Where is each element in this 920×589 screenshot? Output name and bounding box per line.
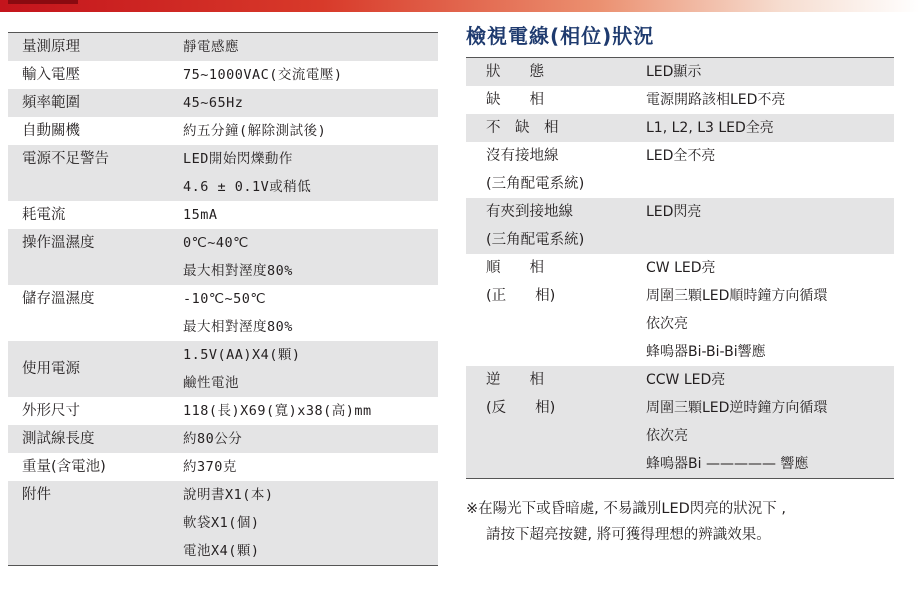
spec-value: 1.5V(AA)X4(顆) bbox=[183, 347, 301, 363]
status-state bbox=[466, 422, 630, 450]
spec-label bbox=[8, 173, 183, 201]
note-line-2: 請按下超亮按鍵, 將可獲得理想的辨識效果。 bbox=[486, 527, 771, 543]
spec-row bbox=[8, 89, 438, 117]
header-led: LED顯示 bbox=[646, 64, 702, 80]
status-row bbox=[466, 142, 894, 198]
status-state bbox=[466, 338, 630, 366]
status-state: (正 相) bbox=[486, 288, 556, 304]
spec-row bbox=[8, 201, 438, 229]
spec-label: 電源不足警告 bbox=[22, 151, 109, 167]
status-state: (三角配電系統) bbox=[486, 176, 585, 192]
status-led: LED閃亮 bbox=[646, 204, 702, 220]
status-state: 順 相 bbox=[486, 260, 544, 276]
status-led bbox=[630, 170, 894, 198]
status-led: 依次亮 bbox=[646, 428, 688, 444]
header-mark bbox=[8, 0, 78, 4]
spec-label bbox=[8, 537, 183, 565]
header-gradient-bar bbox=[0, 0, 920, 12]
status-row bbox=[466, 254, 894, 366]
panel-title: 檢視電線(相位)狀況 bbox=[466, 24, 655, 48]
status-state: 沒有接地線 bbox=[486, 148, 559, 164]
spec-value: -10℃~50℃ bbox=[183, 291, 267, 307]
status-state: 缺 相 bbox=[486, 92, 544, 108]
spec-value: 約五分鐘(解除測試後) bbox=[183, 123, 327, 139]
status-state: (三角配電系統) bbox=[486, 232, 585, 248]
note-line-1: ※在陽光下或昏暗處, 不易識別LED閃亮的狀況下 , bbox=[466, 501, 786, 517]
spec-label: 操作溫濕度 bbox=[22, 235, 95, 251]
spec-label: 量測原理 bbox=[22, 39, 80, 55]
spec-value: LED開始閃爍動作 bbox=[183, 151, 293, 167]
status-led: 電源開路該相LED不亮 bbox=[646, 92, 786, 108]
spec-label: 儲存溫濕度 bbox=[22, 291, 95, 307]
status-table bbox=[466, 57, 894, 479]
status-led: 周圍三顆LED逆時鐘方向循環 bbox=[646, 400, 828, 416]
status-row bbox=[466, 198, 894, 254]
spec-value: 約370克 bbox=[183, 459, 237, 475]
spec-value: 說明書X1(本) bbox=[183, 487, 274, 503]
status-state: 逆 相 bbox=[486, 372, 544, 388]
spec-label: 使用電源 bbox=[22, 361, 80, 377]
status-header bbox=[466, 58, 894, 86]
status-led: 蜂鳴器Bi ————— 響應 bbox=[646, 456, 809, 472]
header-state: 狀 態 bbox=[486, 64, 544, 80]
spec-value: 0℃~40℃ bbox=[183, 235, 249, 251]
spec-value: 約80公分 bbox=[183, 431, 243, 447]
status-led: CW LED亮 bbox=[646, 260, 716, 276]
spec-value: 4.6 ± 0.1V或稍低 bbox=[183, 179, 312, 195]
spec-label: 外形尺寸 bbox=[22, 403, 80, 419]
spec-value: 靜電感應 bbox=[183, 39, 239, 55]
spec-label bbox=[8, 257, 183, 285]
spec-table bbox=[8, 32, 438, 566]
status-row bbox=[466, 114, 894, 142]
spec-value: 45~65Hz bbox=[183, 95, 244, 111]
spec-value: 軟袋X1(個) bbox=[183, 515, 260, 531]
spec-value: 鹼性電池 bbox=[183, 375, 239, 391]
status-state: 不 缺 相 bbox=[486, 120, 559, 136]
spec-row bbox=[8, 453, 438, 481]
spec-label: 附件 bbox=[22, 487, 51, 503]
spec-label: 自動關機 bbox=[22, 123, 80, 139]
status-row bbox=[466, 366, 894, 478]
spec-label: 耗電流 bbox=[22, 207, 66, 223]
spec-row bbox=[8, 229, 438, 285]
status-led: LED全不亮 bbox=[646, 148, 716, 164]
spec-row bbox=[8, 481, 438, 565]
spec-row bbox=[8, 32, 438, 61]
spec-label: 測試線長度 bbox=[22, 431, 95, 447]
spec-label bbox=[8, 509, 183, 537]
spec-value: 118(長)X69(寬)x38(高)mm bbox=[183, 403, 372, 419]
spec-label: 重量(含電池) bbox=[22, 459, 106, 475]
status-led: 依次亮 bbox=[646, 316, 688, 332]
spec-row bbox=[8, 145, 438, 201]
usage-note bbox=[466, 496, 906, 548]
spec-value: 電池X4(顆) bbox=[183, 543, 260, 559]
spec-row bbox=[8, 341, 438, 397]
status-state: (反 相) bbox=[486, 400, 556, 416]
spec-row bbox=[8, 61, 438, 89]
status-led: 蜂鳴器Bi-Bi-Bi響應 bbox=[646, 344, 766, 360]
spec-row bbox=[8, 117, 438, 145]
status-led: 周圍三顆LED順時鐘方向循環 bbox=[646, 288, 828, 304]
spec-row bbox=[8, 397, 438, 425]
spec-value: 最大相對溼度80% bbox=[183, 319, 293, 335]
status-led bbox=[630, 226, 894, 254]
status-led: L1, L2, L3 LED全亮 bbox=[646, 120, 774, 136]
status-state: 有夾到接地線 bbox=[486, 204, 573, 220]
spec-label: 頻率範圍 bbox=[22, 95, 80, 111]
spec-value: 15mA bbox=[183, 207, 218, 223]
spec-label: 輸入電壓 bbox=[22, 67, 80, 83]
status-row bbox=[466, 86, 894, 114]
spec-row bbox=[8, 285, 438, 341]
status-led: CCW LED亮 bbox=[646, 372, 726, 388]
spec-label bbox=[8, 313, 183, 341]
spec-value: 75~1000VAC(交流電壓) bbox=[183, 67, 343, 83]
status-state bbox=[466, 310, 630, 338]
spec-row bbox=[8, 425, 438, 453]
spec-value: 最大相對溼度80% bbox=[183, 263, 293, 279]
status-state bbox=[466, 450, 630, 478]
